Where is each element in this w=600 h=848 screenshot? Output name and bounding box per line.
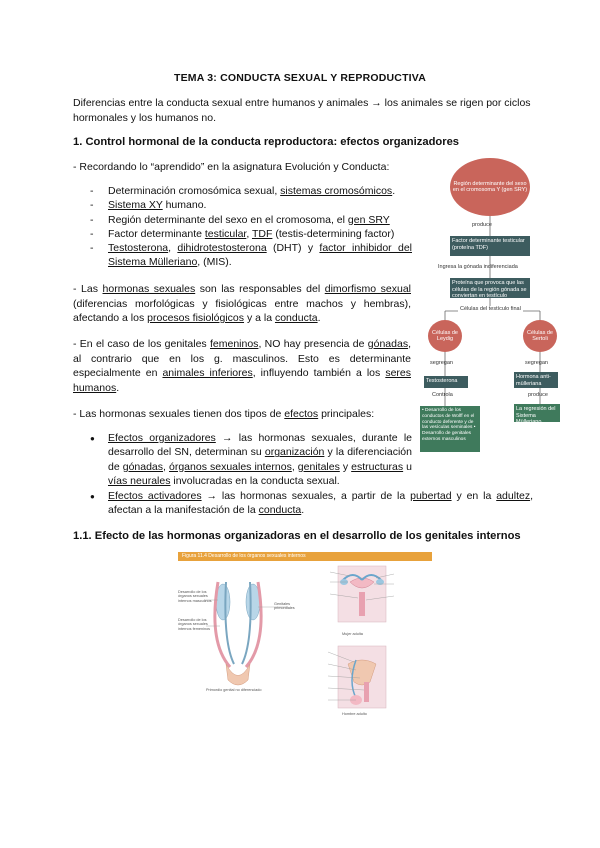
celulas-label: Células del testículo final bbox=[460, 306, 521, 312]
list-item: - Factor determinante testicular, TDF (testis-determining factor) bbox=[90, 227, 412, 241]
mis-box: Hormona anti-mülleriana bbox=[514, 372, 558, 388]
recall-line: - Recordando lo “aprendido” en la asignatura Evolución y Conducta: bbox=[73, 161, 390, 173]
segregan-label-2: segregan bbox=[525, 360, 548, 366]
produce-label: produce bbox=[472, 222, 492, 228]
list-item: - Región determinante del sexo en el cromosoma, el gen SRY bbox=[90, 213, 412, 227]
efectos-list bbox=[90, 431, 412, 488]
tdf-box: Factor determinante testicular (proteína TDF) bbox=[450, 236, 530, 256]
produce-label-2: produce bbox=[528, 392, 548, 398]
list-item: - Sistema XY humano. bbox=[90, 198, 412, 212]
female-adult-caption: Mujer adulta bbox=[342, 632, 363, 636]
sry-circle: Región determinante del sexo en el cromosoma Y (gen SRY) bbox=[450, 158, 530, 216]
undifferentiated-label: Primordio genital no diferenciado bbox=[206, 688, 262, 692]
genital-development-figure bbox=[178, 552, 428, 722]
wolff-box: • Desarrollo de los conductos de Wolff en el conducto deferente y de las vesículas seminales • Desarrollo de genitales externos masculinos bbox=[420, 406, 480, 452]
femeninos-paragraph: - En el caso de los genitales femeninos, NO hay presencia de gónadas, al contrario que en los g. masculinos. Esto es determinante especialmente en animales inferiores, influyendo también a los seres humanos. bbox=[73, 338, 411, 394]
primordial-label: Genitales primordiales bbox=[274, 602, 295, 611]
male-adult-caption: Hombre adulto bbox=[342, 712, 367, 716]
female-internal-label: Desarrollo de los órganos sexuales internos femeninos bbox=[178, 618, 211, 631]
hormonas-paragraph: - Las hormonas sexuales son las responsables del dimorfismo sexual (diferencias morfológicas y fisiológicas entre machos y hembras), afectando a los procesos fisiológicos y a la conducta. bbox=[73, 283, 411, 324]
leydig-circle: Células de Leydig bbox=[428, 320, 462, 352]
list-item: - Testosterona, dihidrotestosterona (DHT) y factor inhibidor del Sistema Mülleriano, (MIS). bbox=[90, 241, 412, 270]
list-item: ● Efectos activadores → las hormonas sexuales, a partir de la pubertad y en la adultez, afectan a la manifestación de la conducta. bbox=[90, 489, 533, 518]
efectos-paragraph: - Las hormonas sexuales tienen dos tipos de efectos principales: bbox=[73, 408, 375, 420]
anatomy-illustration bbox=[178, 552, 428, 722]
testosterona-box: Testosterona bbox=[424, 376, 468, 388]
induce-box: Proteína que provoca que las células de la región gónada se conviertan en testículo bbox=[450, 278, 530, 298]
document-title: TEMA 3: CONDUCTA SEXUAL Y REPRODUCTIVA bbox=[173, 72, 427, 84]
male-internal-label: Desarrollo de los órganos sexuales internos masculinos bbox=[178, 590, 212, 603]
figure-caption-bar: Figura 11.4 Desarrollo de los órganos sexuales internos bbox=[178, 552, 432, 561]
efectos-list-2 bbox=[90, 489, 533, 518]
sex-determination-flowchart bbox=[420, 156, 560, 456]
intro-paragraph: Diferencias entre la conducta sexual entre humanos y animales → los animales se rigen por ciclos hormonales y los humanos no. bbox=[73, 97, 531, 124]
sertoli-circle: Células de Sertoli bbox=[523, 320, 557, 352]
section-1-heading: 1. Control hormonal de la conducta reproductora: efectos organizadores bbox=[73, 136, 460, 148]
section-1-1-heading: 1.1. Efecto de las hormonas organizadoras en el desarrollo de los genitales internos bbox=[73, 530, 521, 542]
regresion-box: La regresión del Sistema Mülleriano bbox=[514, 404, 560, 422]
chromosomal-list bbox=[90, 184, 412, 270]
list-item: - Determinación cromosómica sexual, sistemas cromosómicos. bbox=[90, 184, 412, 198]
controla-label: Controla bbox=[432, 392, 453, 398]
ingresa-label: Ingresa la gónada indiferenciada bbox=[438, 264, 518, 270]
list-item: ● Efectos organizadores → las hormonas sexuales, durante le desarrollo del SN, determinan su organización y la diferenciación de gónadas, órganos sexuales internos, genitales y estructuras u vías neurales involucradas en la conducta sexual. bbox=[90, 431, 412, 488]
segregan-label-1: segregan bbox=[430, 360, 453, 366]
